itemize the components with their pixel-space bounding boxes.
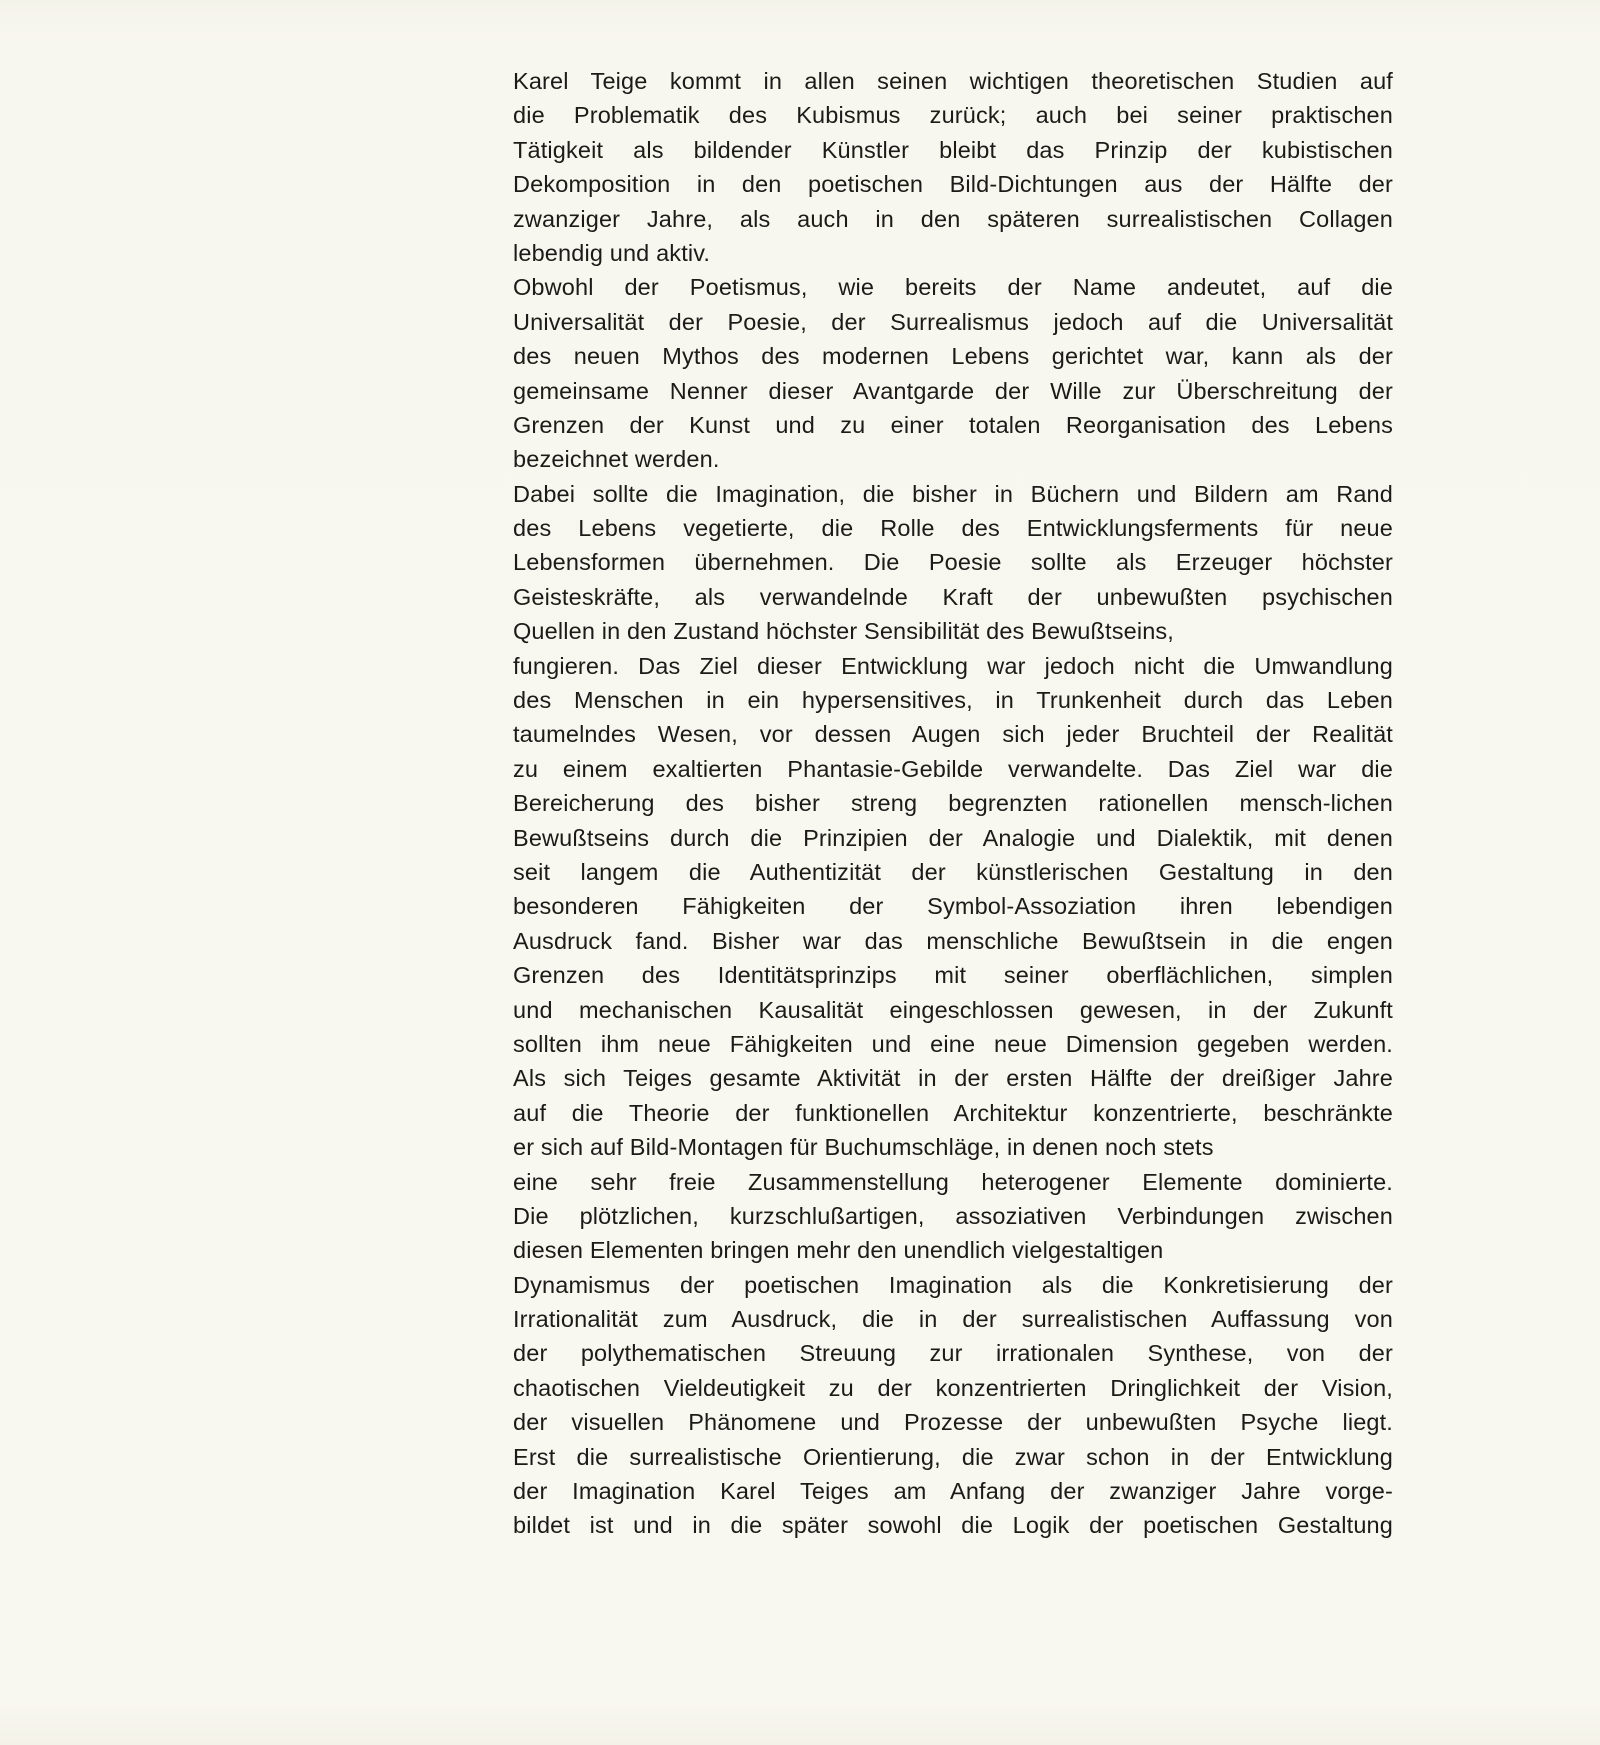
text-line: Ausdruck fand. Bisher war das menschliche Bewußtsein in die engen [513,927,1393,954]
body-text [513,64,1393,1543]
paragraph [513,1061,1393,1199]
text-line: lebendig und aktiv. [513,239,711,266]
text-line: Grenzen des Identitätsprinzips mit seiner oberflächlichen, simplen [513,962,1393,989]
text-line: Die plötzlichen, kurzschlußartigen, assoziativen Verbindungen zwischen [513,1202,1393,1229]
text-line: diesen Elementen bringen mehr den unendlich vielgestaltigen [513,1237,1164,1264]
text-line: Bewußtseins durch die Prinzipien der Analogie und Dialektik, mit denen [513,824,1393,851]
text-line: und mechanischen Kausalität eingeschlossen gewesen, in der Zukunft [513,996,1393,1023]
text-line: Tätigkeit als bildender Künstler bleibt das Prinzip der kubistischen [513,136,1393,163]
paragraph [513,270,1393,476]
text-line: besonderen Fähigkeiten der Symbol-Assoziation ihren lebendigen [513,893,1393,920]
text-line: der polythematischen Streuung zur irrationalen Synthese, von der [513,1340,1393,1367]
text-line: Dekomposition in den poetischen Bild-Dichtungen aus der Hälfte der [513,171,1393,198]
text-line: gemeinsame Nenner dieser Avantgarde der Wille zur Überschreitung der [513,377,1393,404]
text-line: seit langem die Authentizität der künstlerischen Gestaltung in den [513,858,1393,885]
text-line: Dabei sollte die Imagination, die bisher in Büchern und Bildern am Rand [513,480,1393,507]
text-line: Universalität der Poesie, der Surrealismus jedoch auf die Universalität [513,308,1393,335]
text-line: des Menschen in ein hypersensitives, in Trunkenheit durch das Leben [513,687,1393,714]
text-line: bezeichnet werden. [513,446,720,473]
paragraph [513,477,1393,1062]
text-line: zu einem exaltierten Phantasie-Gebilde verwandelte. Das Ziel war die [513,755,1393,782]
text-line: Grenzen der Kunst und zu einer totalen Reorganisation des Lebens [513,411,1393,438]
text-line: Als sich Teiges gesamte Aktivität in der ersten Hälfte der dreißiger Jahre [513,1065,1393,1092]
text-line: der Imagination Karel Teiges am Anfang der zwanziger Jahre vorge- [513,1478,1393,1505]
text-line: chaotischen Vieldeutigkeit zu der konzentrierten Dringlichkeit der Vision, [513,1374,1393,1401]
paragraph [513,1199,1393,1440]
text-line: Geisteskräfte, als verwandelnde Kraft der unbewußten psychischen [513,583,1393,610]
text-line: er sich auf Bild-Montagen für Buchumschläge, in denen noch stets [513,1134,1214,1161]
text-line: Erst die surrealistische Orientierung, die zwar schon in der Entwicklung [513,1443,1393,1470]
text-line: Dynamismus der poetischen Imagination als die Konkretisierung der [513,1271,1393,1298]
text-line: der visuellen Phänomene und Prozesse der unbewußten Psyche liegt. [513,1409,1393,1436]
paragraph [513,1440,1393,1543]
text-line: Bereicherung des bisher streng begrenzten rationellen mensch-lichen [513,790,1393,817]
text-line: Irrationalität zum Ausdruck, die in der surrealistischen Auffassung von [513,1306,1393,1333]
text-line: bildet ist und in die später sowohl die Logik der poetischen Gestaltung [513,1512,1393,1539]
text-line: eine sehr freie Zusammenstellung heterogener Elemente dominierte. [513,1168,1393,1195]
text-line: taumelndes Wesen, vor dessen Augen sich jeder Bruchteil der Realität [513,721,1393,748]
text-line: Karel Teige kommt in allen seinen wichtigen theoretischen Studien auf [513,68,1393,94]
text-line: die Problematik des Kubismus zurück; auch bei seiner praktischen [513,102,1393,129]
text-line: zwanziger Jahre, als auch in den späteren surrealistischen Collagen [513,205,1393,232]
text-line: auf die Theorie der funktionellen Architektur konzentrierte, beschränkte [513,1099,1393,1126]
text-line: des Lebens vegetierte, die Rolle des Entwicklungsferments für neue [513,515,1393,542]
paragraph [513,64,1393,270]
text-line: Quellen in den Zustand höchster Sensibilität des Bewußtseins, [513,618,1174,645]
text-line: sollten ihm neue Fähigkeiten und eine neue Dimension gegeben werden. [513,1030,1393,1057]
text-line: des neuen Mythos des modernen Lebens gerichtet war, kann als der [513,343,1393,370]
text-line: Lebensformen übernehmen. Die Poesie sollte als Erzeuger höchster [513,549,1393,576]
text-line: fungieren. Das Ziel dieser Entwicklung war jedoch nicht die Umwandlung [513,652,1393,679]
text-line: Obwohl der Poetismus, wie bereits der Name andeutet, auf die [513,274,1393,301]
